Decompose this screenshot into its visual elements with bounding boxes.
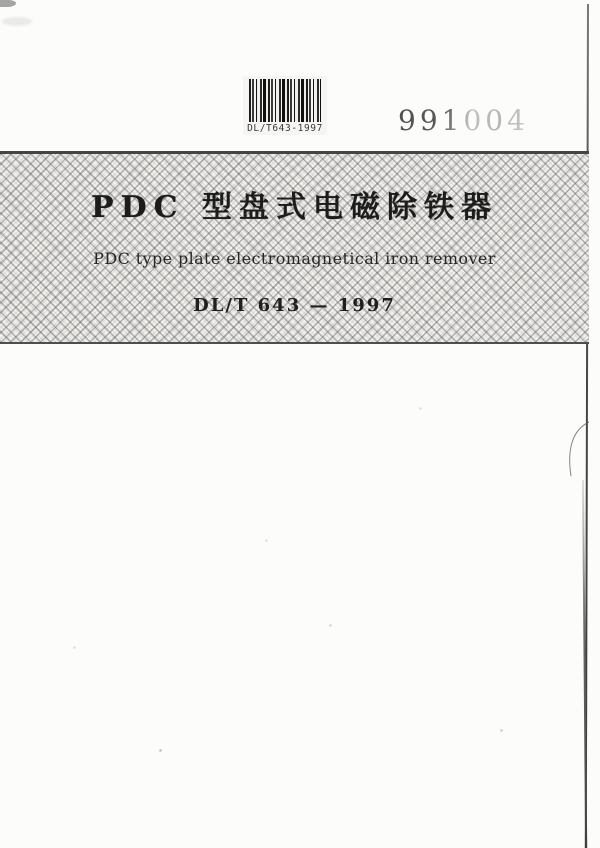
barcode-label: DL/T643-1997 [247, 123, 323, 134]
document-title-english: PDC type plate electromagnetical iron remover [93, 249, 496, 268]
scan-smudge-faint [2, 17, 32, 26]
stamp-number: 991004 [398, 104, 529, 137]
standard-number: DL/T 643 — 1997 [193, 295, 396, 316]
barcode-icon [249, 79, 321, 122]
paper-speckles [120, 420, 121, 421]
scan-smudge-top-left [0, 0, 16, 7]
title-band [0, 151, 589, 344]
barcode-block [243, 76, 327, 135]
scan-hairline-artifact [558, 418, 598, 480]
document-title-chinese: PDC 型盘式电磁除铁器 [91, 190, 498, 225]
